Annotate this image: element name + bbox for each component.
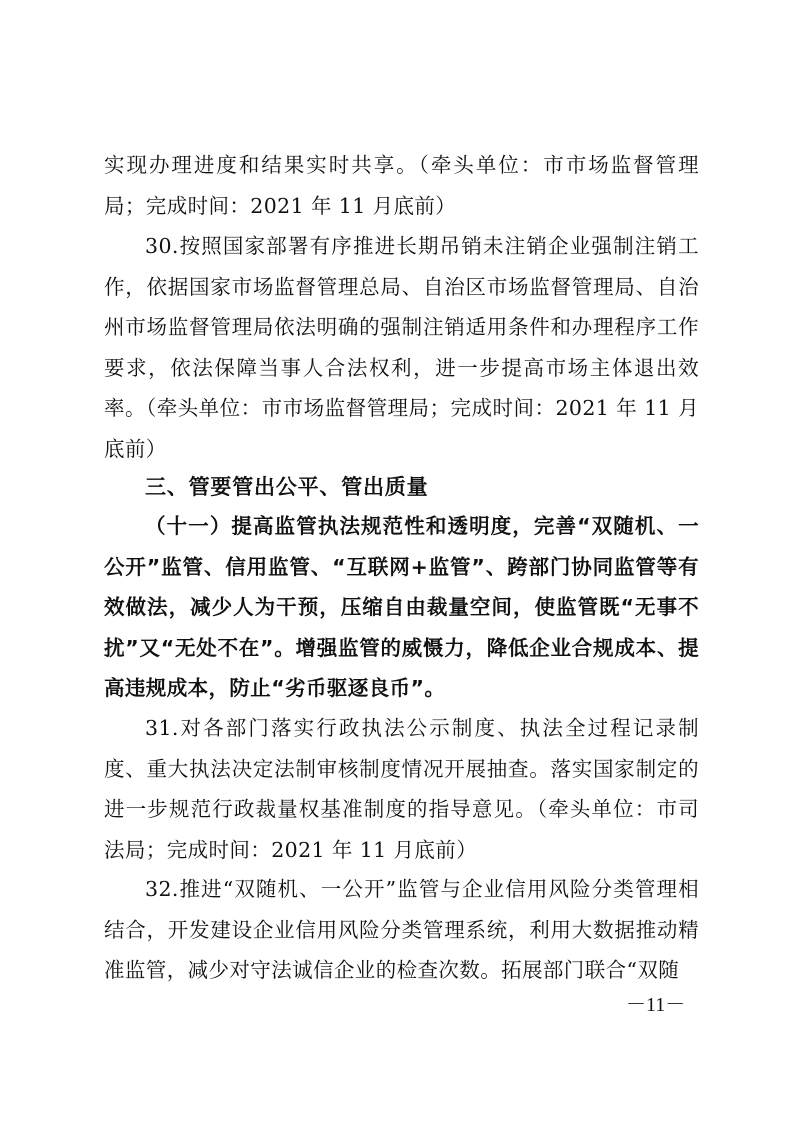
section-heading: 三、管要管出公平、管出质量 [145, 475, 429, 499]
item-32-paragraph: 32.推进“双随机、一公开”监管与企业信用风险分类管理相结合，开发建设企业信用风险分类管理系统，利用大数据推动精准监管，减少对守法诚信企业的检查次数。拓展部门联合“双随 [104, 877, 699, 982]
subsection-11-paragraph: （十一）提高监管执法规范性和透明度，完善“双随机、一公开”监管、信用监管、“互联网+监管”、跨部门协同监管等有效做法，减少人为干预，压缩自由裁量空间，使监管既“无事不扰”又“无处不在”。增强监管的威慑力，降低企业合规成本、提高违规成本，防止“劣币驱逐良币”。 [104, 514, 699, 700]
item-31-paragraph: 31.对各部门落实行政执法公示制度、执法全过程记录制度、重大执法决定法制审核制度情况开展抽查。落实国家制定的进一步规范行政裁量权基准制度的指导意见。（牵头单位：市司法局；完成时间：2021 年 11 月底前） [104, 716, 699, 862]
paragraph-continuation: 实现办理进度和结果实时共享。（牵头单位：市市场监督管理局；完成时间：2021 年 11 月底前） [104, 153, 699, 218]
item-30-paragraph: 30.按照国家部署有序推进长期吊销未注销企业强制注销工作，依据国家市场监督管理总局、自治区市场监督管理局、自治州市场监督管理局依法明确的强制注销适用条件和办理程序工作要求，依法保障当事人合法权利，进一步提高市场主体退出效率。（牵头单位：市市场监督管理局；完成时间：2021 年 11 月底前） [104, 234, 699, 461]
page-number: －11－ [626, 994, 686, 1016]
